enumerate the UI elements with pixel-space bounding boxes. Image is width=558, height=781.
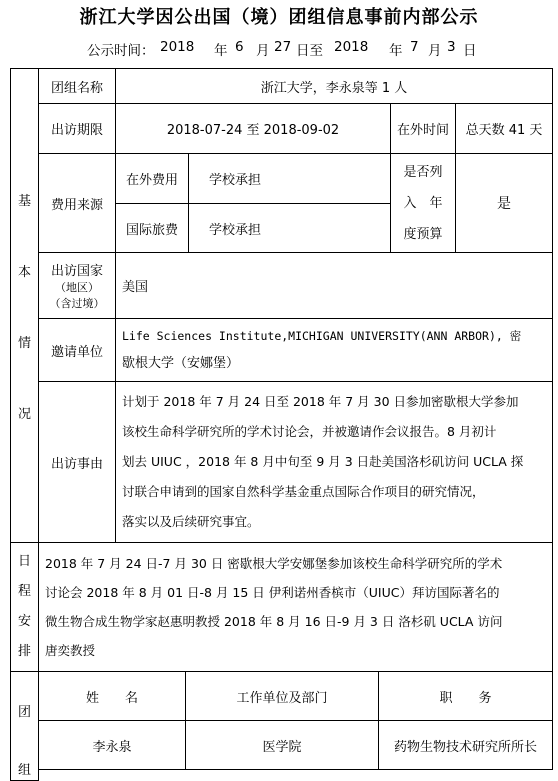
member-header-title: 职 务 xyxy=(378,671,553,721)
period-label: 出访期限 xyxy=(38,103,116,154)
inviter-value: Life Sciences Institute,MICHIGAN UNIVERSITY(ANN ARBOR), 密 歇根大学（安娜堡） xyxy=(115,318,553,382)
basic-info-section-label: 基 本 情 况 xyxy=(10,68,39,543)
pubtime-start-day: 27 xyxy=(274,39,292,55)
abroad-cost-value: 学校承担 xyxy=(188,153,391,204)
pubtime-end-year: 2018 xyxy=(334,39,369,55)
country-value: 美国 xyxy=(115,252,553,319)
budget-value: 是 xyxy=(455,153,553,253)
members-section-label: 团 组 xyxy=(10,671,39,781)
schedule-section-label: 日 程 安 排 xyxy=(10,542,39,672)
pubtime-end-month: 7 xyxy=(410,39,419,55)
abroad-cost-label: 在外费用 xyxy=(115,153,189,204)
group-name-value: 浙江大学，李永泉等 1 人 xyxy=(115,68,553,104)
fund-source-label: 费用来源 xyxy=(38,153,116,253)
period-value: 2018-07-24 至 2018-09-02 xyxy=(115,103,391,154)
inviter-label: 邀请单位 xyxy=(38,318,116,382)
pubtime-year-char-2: 年 xyxy=(389,43,403,59)
travel-cost-value: 学校承担 xyxy=(188,203,391,253)
abroad-time-label: 在外时间 xyxy=(390,103,456,154)
travel-cost-label: 国际旅费 xyxy=(115,203,189,253)
member-header-name: 姓 名 xyxy=(38,671,186,721)
member-row-name: 李永泉 xyxy=(38,720,186,770)
abroad-time-value: 总天数 41 天 xyxy=(455,103,553,154)
pubtime-start-month: 6 xyxy=(235,39,244,55)
group-name-label: 团组名称 xyxy=(38,68,116,104)
pubtime-label: 公示时间： xyxy=(87,43,155,59)
purpose-label: 出访事由 xyxy=(38,381,116,543)
member-row-title: 药物生物技术研究所所长 xyxy=(378,720,553,770)
member-row-unit: 医学院 xyxy=(185,720,379,770)
pubtime-to-char: 日至 xyxy=(296,43,323,59)
schedule-content: 2018 年 7 月 24 日-7 月 30 日 密歇根大学安娜堡参加该校生命科学研究所的学术 讨论会 2018 年 8 月 01 日-8 月 15 日 伊利诺州香槟市（UIUC）拜访国际著名的 微生物合成生物学家赵惠明教授 2018 年 8 月 16 日-9 月 3 日 洛杉矶 UCLA 访问 唐奕教授 xyxy=(38,542,553,672)
purpose-value: 计划于 2018 年 7 月 24 日至 2018 年 7 月 30 日参加密歇根大学参加 该校生命科学研究所的学术讨论会，并被邀请作会议报告。8 月初计 划去 UIUC ，2018 年 8 月中旬至 9 月 3 日赴美国洛杉矶访问 UCLA 探 讨联合申请到的国家自然科学基金重点国际合作项目的研究情况， 落实以及后续研究事宜。 xyxy=(115,381,553,543)
pubtime-year-char: 年 xyxy=(214,43,228,59)
pubtime-month-char-2: 月 xyxy=(428,43,442,59)
pubtime-day-char: 日 xyxy=(463,43,477,59)
pubtime-start-year: 2018 xyxy=(160,39,195,55)
member-header-unit: 工作单位及部门 xyxy=(185,671,379,721)
document-title: 浙江大学因公出国（境）团组信息事前内部公示 xyxy=(79,7,479,28)
budget-label: 是否列 入 年 度预算 xyxy=(390,153,456,253)
country-label: 出访国家 （地区） （含过境） xyxy=(38,252,116,319)
pubtime-end-day: 3 xyxy=(447,39,456,55)
pubtime-month-char: 月 xyxy=(256,43,270,59)
